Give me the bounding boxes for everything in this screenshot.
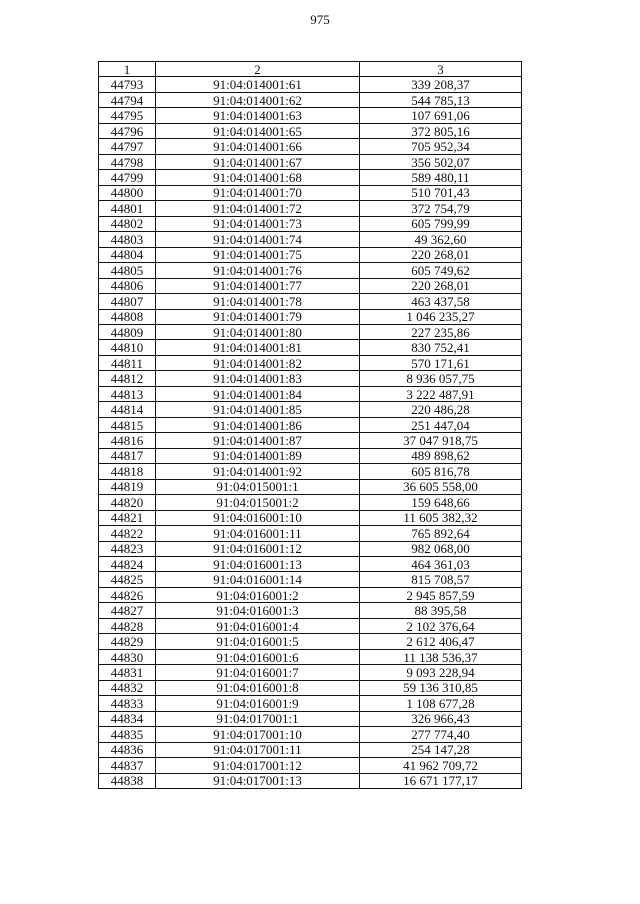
row-number-cell: 44825 [99, 572, 156, 587]
row-number-cell: 44803 [99, 232, 156, 247]
table-row [99, 541, 522, 556]
cadastral-number-cell: 91:04:016001:13 [156, 557, 360, 572]
value-cell: 59 136 310,85 [360, 680, 522, 695]
table-row [99, 773, 522, 788]
value-cell: 464 361,03 [360, 557, 522, 572]
cadastral-number-cell: 91:04:014001:79 [156, 309, 360, 324]
row-number-cell: 44796 [99, 123, 156, 138]
cadastral-number-cell: 91:04:014001:66 [156, 139, 360, 154]
cadastral-number-cell: 91:04:016001:8 [156, 680, 360, 695]
value-cell: 765 892,64 [360, 526, 522, 541]
value-cell: 159 648,66 [360, 495, 522, 510]
cadastral-number-cell: 91:04:014001:63 [156, 108, 360, 123]
value-cell: 277 774,40 [360, 727, 522, 742]
table-row [99, 464, 522, 479]
cadastral-number-cell: 91:04:014001:84 [156, 386, 360, 401]
value-cell: 463 437,58 [360, 294, 522, 309]
cadastral-number-cell: 91:04:014001:80 [156, 324, 360, 339]
value-cell: 589 480,11 [360, 170, 522, 185]
row-number-cell: 44798 [99, 154, 156, 169]
row-number-cell: 44831 [99, 665, 156, 680]
cadastral-number-cell: 91:04:014001:77 [156, 278, 360, 293]
row-number-cell: 44804 [99, 247, 156, 262]
cadastral-number-cell: 91:04:014001:81 [156, 340, 360, 355]
row-number-cell: 44794 [99, 92, 156, 107]
table-row [99, 263, 522, 278]
table-row [99, 402, 522, 417]
table-row [99, 77, 522, 92]
cadastral-number-cell: 91:04:014001:78 [156, 294, 360, 309]
cadastral-number-cell: 91:04:016001:12 [156, 541, 360, 556]
cadastral-number-cell: 91:04:014001:86 [156, 417, 360, 432]
value-cell: 11 138 536,37 [360, 649, 522, 664]
value-cell: 489 898,62 [360, 448, 522, 463]
cadastral-number-cell: 91:04:017001:12 [156, 758, 360, 773]
table-row [99, 340, 522, 355]
cadastral-value-table [98, 61, 522, 789]
cadastral-number-cell: 91:04:016001:7 [156, 665, 360, 680]
row-number-cell: 44795 [99, 108, 156, 123]
row-number-cell: 44838 [99, 773, 156, 788]
cadastral-number-cell: 91:04:014001:85 [156, 402, 360, 417]
table-row [99, 495, 522, 510]
cadastral-number-cell: 91:04:014001:61 [156, 77, 360, 92]
table-row [99, 526, 522, 541]
cadastral-number-cell: 91:04:015001:1 [156, 479, 360, 494]
cadastral-number-cell: 91:04:014001:87 [156, 433, 360, 448]
row-number-cell: 44816 [99, 433, 156, 448]
table-row [99, 232, 522, 247]
row-number-cell: 44818 [99, 464, 156, 479]
table-row [99, 185, 522, 200]
value-cell: 220 268,01 [360, 278, 522, 293]
value-cell: 220 268,01 [360, 247, 522, 262]
cadastral-number-cell: 91:04:014001:67 [156, 154, 360, 169]
value-cell: 544 785,13 [360, 92, 522, 107]
table-row [99, 278, 522, 293]
value-cell: 605 749,62 [360, 263, 522, 278]
page-number: 975 [310, 12, 330, 27]
column-header-3: 3 [360, 62, 522, 77]
value-cell: 372 754,79 [360, 201, 522, 216]
row-number-cell: 44833 [99, 696, 156, 711]
table-row [99, 711, 522, 726]
table-row [99, 758, 522, 773]
cadastral-number-cell: 91:04:016001:5 [156, 634, 360, 649]
table-row [99, 294, 522, 309]
value-cell: 41 962 709,72 [360, 758, 522, 773]
value-cell: 2 945 857,59 [360, 587, 522, 602]
table-row [99, 510, 522, 525]
row-number-cell: 44830 [99, 649, 156, 664]
table-row [99, 572, 522, 587]
row-number-cell: 44828 [99, 618, 156, 633]
cadastral-number-cell: 91:04:016001:11 [156, 526, 360, 541]
value-cell: 88 395,58 [360, 603, 522, 618]
cadastral-number-cell: 91:04:014001:65 [156, 123, 360, 138]
cadastral-number-cell: 91:04:017001:1 [156, 711, 360, 726]
value-cell: 16 671 177,17 [360, 773, 522, 788]
table-row [99, 92, 522, 107]
table-row [99, 433, 522, 448]
table-row [99, 618, 522, 633]
value-cell: 227 235,86 [360, 324, 522, 339]
row-number-cell: 44822 [99, 526, 156, 541]
row-number-cell: 44814 [99, 402, 156, 417]
cadastral-number-cell: 91:04:014001:92 [156, 464, 360, 479]
row-number-cell: 44807 [99, 294, 156, 309]
value-cell: 372 805,16 [360, 123, 522, 138]
cadastral-number-cell: 91:04:014001:72 [156, 201, 360, 216]
cadastral-number-cell: 91:04:014001:82 [156, 355, 360, 370]
table-body [99, 77, 522, 789]
row-number-cell: 44823 [99, 541, 156, 556]
value-cell: 605 799,99 [360, 216, 522, 231]
table-row [99, 371, 522, 386]
column-header-1: 1 [99, 62, 156, 77]
cadastral-number-cell: 91:04:014001:83 [156, 371, 360, 386]
cadastral-number-cell: 91:04:014001:62 [156, 92, 360, 107]
value-cell: 1 108 677,28 [360, 696, 522, 711]
table-row [99, 680, 522, 695]
value-cell: 49 362,60 [360, 232, 522, 247]
cadastral-number-cell: 91:04:017001:10 [156, 727, 360, 742]
row-number-cell: 44821 [99, 510, 156, 525]
cadastral-number-cell: 91:04:015001:2 [156, 495, 360, 510]
table-row [99, 727, 522, 742]
row-number-cell: 44813 [99, 386, 156, 401]
table-row [99, 247, 522, 262]
table-header-row [99, 62, 522, 77]
table-row [99, 386, 522, 401]
row-number-cell: 44829 [99, 634, 156, 649]
cadastral-number-cell: 91:04:016001:6 [156, 649, 360, 664]
table-row [99, 201, 522, 216]
table-row [99, 324, 522, 339]
table-row [99, 557, 522, 572]
row-number-cell: 44819 [99, 479, 156, 494]
cadastral-number-cell: 91:04:016001:3 [156, 603, 360, 618]
value-cell: 339 208,37 [360, 77, 522, 92]
cadastral-number-cell: 91:04:014001:68 [156, 170, 360, 185]
cadastral-number-cell: 91:04:016001:14 [156, 572, 360, 587]
table-row [99, 417, 522, 432]
row-number-cell: 44832 [99, 680, 156, 695]
row-number-cell: 44820 [99, 495, 156, 510]
row-number-cell: 44836 [99, 742, 156, 757]
cadastral-number-cell: 91:04:017001:11 [156, 742, 360, 757]
row-number-cell: 44834 [99, 711, 156, 726]
cadastral-number-cell: 91:04:016001:10 [156, 510, 360, 525]
value-cell: 107 691,06 [360, 108, 522, 123]
row-number-cell: 44827 [99, 603, 156, 618]
value-cell: 605 816,78 [360, 464, 522, 479]
row-number-cell: 44824 [99, 557, 156, 572]
cadastral-number-cell: 91:04:016001:4 [156, 618, 360, 633]
value-cell: 37 047 918,75 [360, 433, 522, 448]
table-row [99, 665, 522, 680]
value-cell: 705 952,34 [360, 139, 522, 154]
table-row [99, 123, 522, 138]
cadastral-number-cell: 91:04:017001:13 [156, 773, 360, 788]
row-number-cell: 44805 [99, 263, 156, 278]
row-number-cell: 44812 [99, 371, 156, 386]
table-row [99, 634, 522, 649]
row-number-cell: 44837 [99, 758, 156, 773]
row-number-cell: 44835 [99, 727, 156, 742]
value-cell: 326 966,43 [360, 711, 522, 726]
table-row [99, 108, 522, 123]
row-number-cell: 44815 [99, 417, 156, 432]
value-cell: 9 093 228,94 [360, 665, 522, 680]
row-number-cell: 44810 [99, 340, 156, 355]
value-cell: 982 068,00 [360, 541, 522, 556]
table-row [99, 603, 522, 618]
value-cell: 36 605 558,00 [360, 479, 522, 494]
cadastral-number-cell: 91:04:016001:2 [156, 587, 360, 602]
row-number-cell: 44797 [99, 139, 156, 154]
row-number-cell: 44800 [99, 185, 156, 200]
table-row [99, 742, 522, 757]
table-row [99, 154, 522, 169]
value-cell: 356 502,07 [360, 154, 522, 169]
value-cell: 11 605 382,32 [360, 510, 522, 525]
value-cell: 2 102 376,64 [360, 618, 522, 633]
value-cell: 1 046 235,27 [360, 309, 522, 324]
table-row [99, 170, 522, 185]
row-number-cell: 44808 [99, 309, 156, 324]
cadastral-number-cell: 91:04:014001:74 [156, 232, 360, 247]
value-cell: 815 708,57 [360, 572, 522, 587]
value-cell: 570 171,61 [360, 355, 522, 370]
row-number-cell: 44826 [99, 587, 156, 602]
cadastral-number-cell: 91:04:016001:9 [156, 696, 360, 711]
value-cell: 510 701,43 [360, 185, 522, 200]
row-number-cell: 44802 [99, 216, 156, 231]
table-row [99, 649, 522, 664]
table-row [99, 696, 522, 711]
cadastral-number-cell: 91:04:014001:70 [156, 185, 360, 200]
row-number-cell: 44793 [99, 77, 156, 92]
value-cell: 220 486,28 [360, 402, 522, 417]
value-cell: 3 222 487,91 [360, 386, 522, 401]
table-row [99, 139, 522, 154]
row-number-cell: 44817 [99, 448, 156, 463]
row-number-cell: 44801 [99, 201, 156, 216]
value-cell: 8 936 057,75 [360, 371, 522, 386]
row-number-cell: 44799 [99, 170, 156, 185]
table-row [99, 355, 522, 370]
value-cell: 830 752,41 [360, 340, 522, 355]
row-number-cell: 44809 [99, 324, 156, 339]
column-header-2: 2 [156, 62, 360, 77]
table-row [99, 216, 522, 231]
value-cell: 254 147,28 [360, 742, 522, 757]
cadastral-number-cell: 91:04:014001:76 [156, 263, 360, 278]
row-number-cell: 44811 [99, 355, 156, 370]
cadastral-number-cell: 91:04:014001:89 [156, 448, 360, 463]
cadastral-number-cell: 91:04:014001:75 [156, 247, 360, 262]
table-row [99, 587, 522, 602]
cadastral-number-cell: 91:04:014001:73 [156, 216, 360, 231]
table-row [99, 479, 522, 494]
value-cell: 2 612 406,47 [360, 634, 522, 649]
table-row [99, 448, 522, 463]
row-number-cell: 44806 [99, 278, 156, 293]
table-row [99, 309, 522, 324]
value-cell: 251 447,04 [360, 417, 522, 432]
